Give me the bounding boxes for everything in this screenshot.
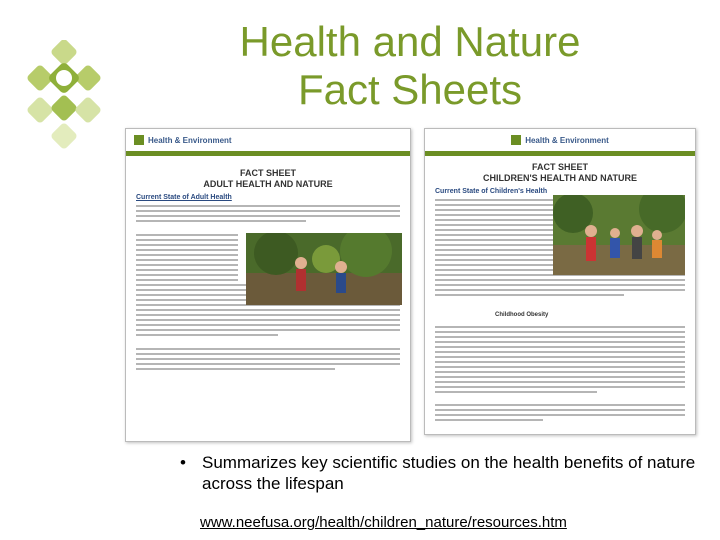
- slide-title: [150, 18, 670, 114]
- sheet-header: [425, 129, 695, 151]
- header-bar: [425, 151, 695, 156]
- adult-fact-sheet-image: [125, 128, 411, 442]
- sheet-heading: [425, 162, 695, 184]
- sheet-heading-1: FACT SHEET: [531, 162, 588, 172]
- bullet-point: [180, 452, 700, 494]
- header-bar: [126, 151, 410, 156]
- obesity-text-block: [425, 323, 695, 424]
- flower-logo-icon: [24, 40, 104, 150]
- sheet-heading-1: FACT SHEET: [239, 168, 296, 178]
- org-name: Health & Environment: [525, 135, 609, 145]
- section-title: Current State of Adult Health: [136, 194, 232, 201]
- children-nature-photo: [553, 195, 685, 275]
- title-line-2: Fact Sheets: [297, 66, 523, 113]
- org-logo-icon: [134, 135, 144, 145]
- title-line-1: Health and Nature: [239, 18, 581, 65]
- sheet-heading: [126, 168, 410, 190]
- org-logo-icon: [511, 135, 521, 145]
- bullet-marker: •: [180, 453, 186, 472]
- sheet-heading-2: ADULT HEALTH AND NATURE: [203, 179, 333, 189]
- adult-nature-photo: [246, 233, 402, 305]
- section-title: Current State of Children's Health: [435, 188, 548, 195]
- sheet-heading-2: CHILDREN'S HEALTH AND NATURE: [483, 173, 637, 183]
- children-fact-sheet-image: [424, 128, 696, 435]
- resources-link[interactable]: www.neefusa.org/health/children_nature/resources.htm: [200, 514, 567, 531]
- sheet-header: [126, 129, 410, 151]
- org-name: Health & Environment: [148, 135, 232, 145]
- bullet-text: Summarizes key scientific studies on the health benefits of nature across the lifespan: [202, 453, 696, 493]
- obesity-box-label: Childhood Obesity: [495, 312, 549, 318]
